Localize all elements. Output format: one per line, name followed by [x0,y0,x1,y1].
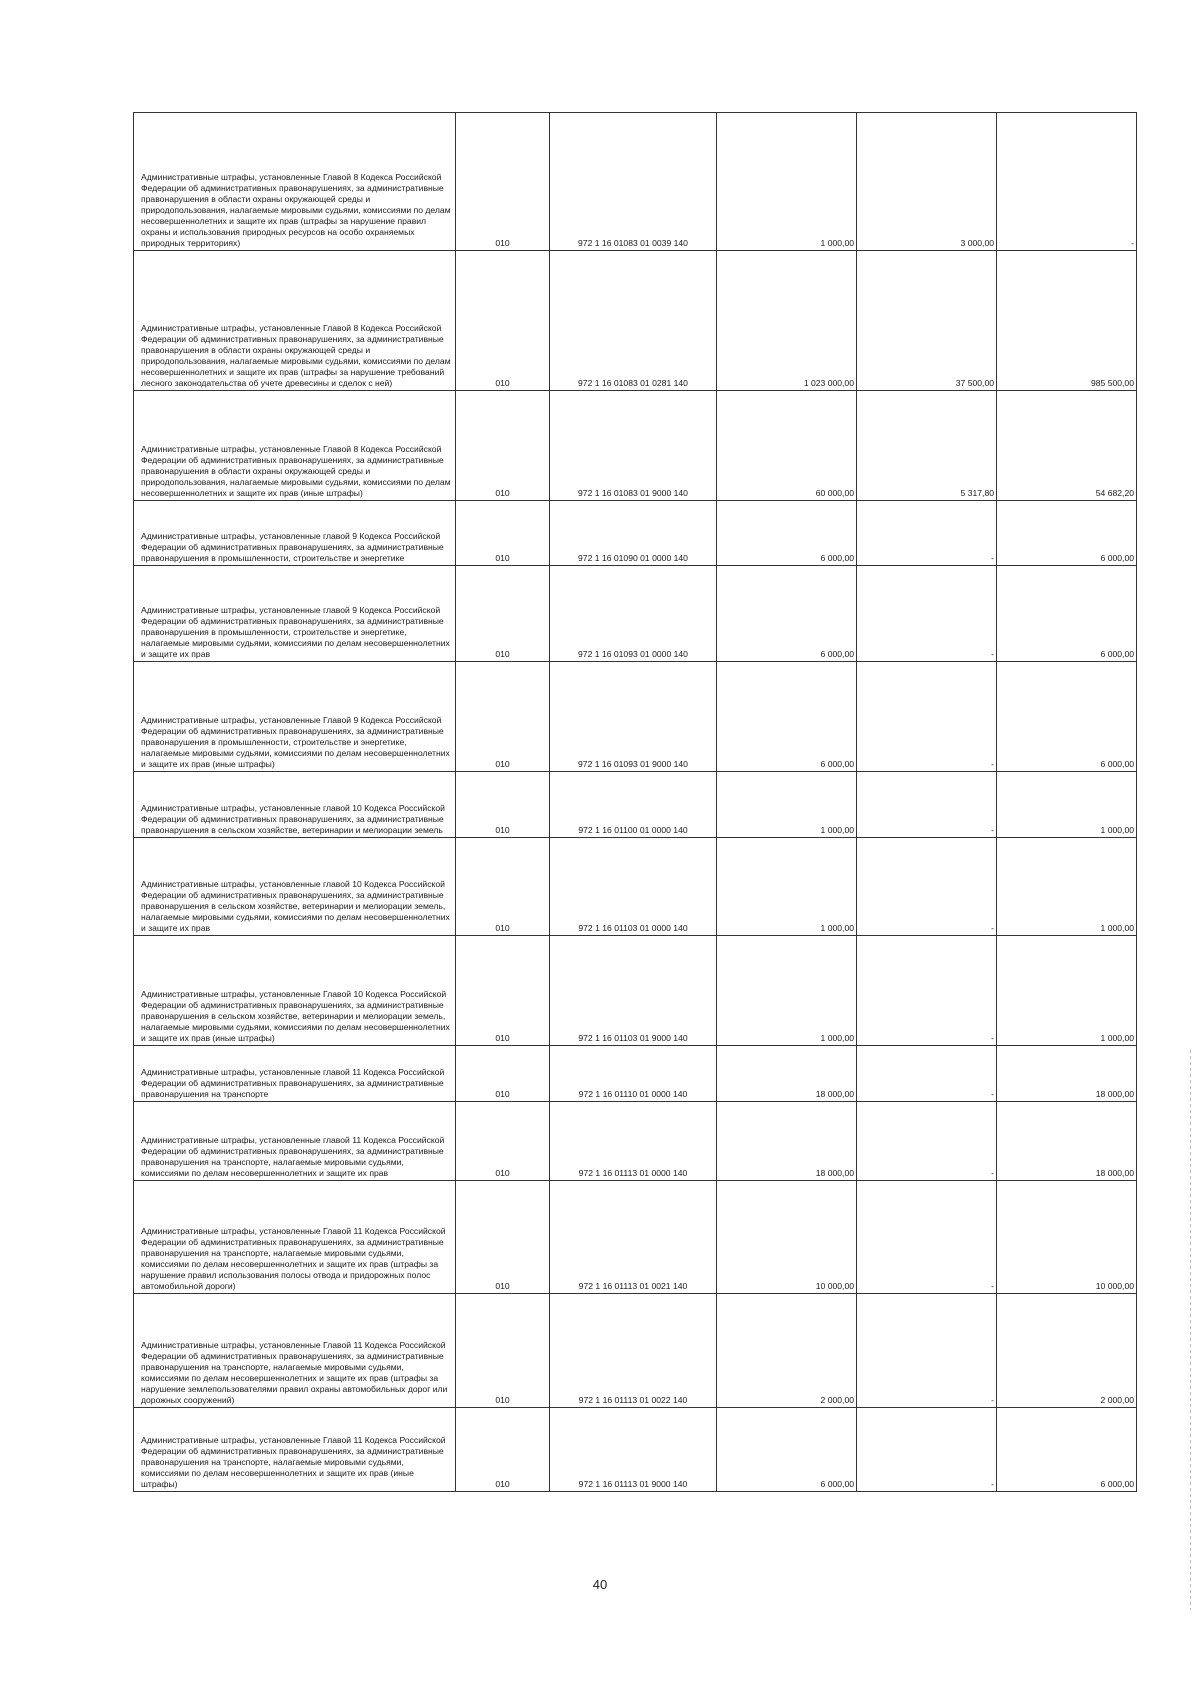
line-code: 010 [456,1102,550,1181]
line-code: 010 [456,501,550,566]
table-row [134,772,1137,838]
executed-amount: 37 500,00 [857,251,997,391]
executed-amount: - [857,501,997,566]
income-name: Административные штрафы, установленные Главой 8 Кодекса Российской Федерации об административных правонарушениях, за административные правонарушения в области охраны окружающей среды и природопользования, налагаемые мировыми судьями, комиссиями по делам несовершеннолетних и защите их прав (штрафы за нарушение правил охраны и использования природных ресурсов на особо охраняемых природных территориях) [134,113,456,251]
unexecuted-amount: 54 682,20 [997,391,1137,501]
line-code: 010 [456,566,550,662]
budget-class-code: 972 1 16 01110 01 0000 140 [550,1046,717,1102]
income-name: Административные штрафы, установленные главой 11 Кодекса Российской Федерации об административных правонарушениях, за административные правонарушения на транспорте [134,1046,456,1102]
unexecuted-amount: 6 000,00 [997,662,1137,772]
scan-edge-artifact [1190,1050,1191,1610]
table-row [134,936,1137,1046]
assigned-amount: 1 000,00 [717,838,857,936]
budget-class-code: 972 1 16 01090 01 0000 140 [550,501,717,566]
assigned-amount: 60 000,00 [717,391,857,501]
assigned-amount: 1 000,00 [717,772,857,838]
budget-class-code: 972 1 16 01103 01 9000 140 [550,936,717,1046]
assigned-amount: 18 000,00 [717,1046,857,1102]
executed-amount: - [857,1181,997,1294]
budget-class-code: 972 1 16 01113 01 0000 140 [550,1102,717,1181]
assigned-amount: 1 023 000,00 [717,251,857,391]
executed-amount: - [857,1046,997,1102]
table-row [134,1181,1137,1294]
table-row [134,391,1137,501]
unexecuted-amount: 6 000,00 [997,501,1137,566]
assigned-amount: 1 000,00 [717,936,857,1046]
assigned-amount: 1 000,00 [717,113,857,251]
line-code: 010 [456,391,550,501]
revenue-table [133,112,1137,1492]
budget-class-code: 972 1 16 01083 01 0039 140 [550,113,717,251]
unexecuted-amount: - [997,113,1137,251]
budget-class-code: 972 1 16 01083 01 9000 140 [550,391,717,501]
line-code: 010 [456,662,550,772]
line-code: 010 [456,772,550,838]
executed-amount: - [857,662,997,772]
unexecuted-amount: 10 000,00 [997,1181,1137,1294]
executed-amount: 5 317,80 [857,391,997,501]
assigned-amount: 2 000,00 [717,1294,857,1408]
income-name: Административные штрафы, установленные Главой 11 Кодекса Российской Федерации об административных правонарушениях, за административные правонарушения на транспорте, налагаемые мировыми судьями, комиссиями по делам несовершеннолетних и защите их прав (штрафы за нарушение землепользователями правил охраны автомобильных дорог или дорожных сооружений) [134,1294,456,1408]
unexecuted-amount: 1 000,00 [997,838,1137,936]
table-row [134,566,1137,662]
income-name: Административные штрафы, установленные Главой 11 Кодекса Российской Федерации об административных правонарушениях, за административные правонарушения на транспорте, налагаемые мировыми судьями, комиссиями по делам несовершеннолетних и защите их прав (иные штрафы) [134,1408,456,1492]
income-name: Административные штрафы, установленные главой 9 Кодекса Российской Федерации об административных правонарушениях, за административные правонарушения в промышленности, строительстве и энергетике, налагаемые мировыми судьями, комиссиями по делам несовершеннолетних и защите их прав [134,566,456,662]
assigned-amount: 18 000,00 [717,1102,857,1181]
executed-amount: - [857,838,997,936]
unexecuted-amount: 985 500,00 [997,251,1137,391]
executed-amount: - [857,772,997,838]
table-row [134,113,1137,251]
income-name: Административные штрафы, установленные Главой 8 Кодекса Российской Федерации об административных правонарушениях, за административные правонарушения в области охраны окружающей среды и природопользования, налагаемые мировыми судьями, комиссиями по делам несовершеннолетних и защите их прав (иные штрафы) [134,391,456,501]
line-code: 010 [456,1294,550,1408]
assigned-amount: 6 000,00 [717,566,857,662]
budget-class-code: 972 1 16 01113 01 9000 140 [550,1408,717,1492]
income-name: Административные штрафы, установленные Главой 9 Кодекса Российской Федерации об административных правонарушениях, за административные правонарушения в промышленности, строительстве и энергетике, налагаемые мировыми судьями, комиссиями по делам несовершеннолетних и защите их прав (иные штрафы) [134,662,456,772]
line-code: 010 [456,1046,550,1102]
table-row [134,1046,1137,1102]
table-row [134,662,1137,772]
assigned-amount: 6 000,00 [717,501,857,566]
income-name: Административные штрафы, установленные главой 11 Кодекса Российской Федерации об административных правонарушениях, за административные правонарушения на транспорте, налагаемые мировыми судьями, комиссиями по делам несовершеннолетних и защите их прав [134,1102,456,1181]
table-body [134,113,1137,1492]
line-code: 010 [456,251,550,391]
executed-amount: - [857,1102,997,1181]
line-code: 010 [456,1408,550,1492]
assigned-amount: 10 000,00 [717,1181,857,1294]
budget-class-code: 972 1 16 01100 01 0000 140 [550,772,717,838]
income-name: Административные штрафы, установленные главой 9 Кодекса Российской Федерации об административных правонарушениях, за административные правонарушения в промышленности, строительстве и энергетике [134,501,456,566]
page-number: 40 [592,1577,608,1592]
income-name: Административные штрафы, установленные Главой 8 Кодекса Российской Федерации об административных правонарушениях, за административные правонарушения в области охраны окружающей среды и природопользования, налагаемые мировыми судьями, комиссиями по делам несовершеннолетних и защите их прав (штрафы за нарушение требований лесного законодательства об учете древесины и сделок с ней) [134,251,456,391]
line-code: 010 [456,113,550,251]
budget-class-code: 972 1 16 01093 01 9000 140 [550,662,717,772]
table-row [134,501,1137,566]
budget-class-code: 972 1 16 01093 01 0000 140 [550,566,717,662]
unexecuted-amount: 2 000,00 [997,1294,1137,1408]
table-row [134,1294,1137,1408]
assigned-amount: 6 000,00 [717,662,857,772]
income-name: Административные штрафы, установленные главой 10 Кодекса Российской Федерации об административных правонарушениях, за административные правонарушения в сельском хозяйстве, ветеринарии и мелиорации земель, налагаемые мировыми судьями, комиссиями по делам несовершеннолетних и защите их прав [134,838,456,936]
executed-amount: - [857,936,997,1046]
unexecuted-amount: 6 000,00 [997,566,1137,662]
line-code: 010 [456,838,550,936]
table-row [134,1102,1137,1181]
line-code: 010 [456,1181,550,1294]
budget-class-code: 972 1 16 01083 01 0281 140 [550,251,717,391]
executed-amount: - [857,1294,997,1408]
unexecuted-amount: 18 000,00 [997,1102,1137,1181]
unexecuted-amount: 18 000,00 [997,1046,1137,1102]
budget-class-code: 972 1 16 01103 01 0000 140 [550,838,717,936]
budget-class-code: 972 1 16 01113 01 0021 140 [550,1181,717,1294]
unexecuted-amount: 6 000,00 [997,1408,1137,1492]
executed-amount: - [857,1408,997,1492]
income-name: Административные штрафы, установленные главой 10 Кодекса Российской Федерации об административных правонарушениях, за административные правонарушения в сельском хозяйстве, ветеринарии и мелиорации земель [134,772,456,838]
budget-class-code: 972 1 16 01113 01 0022 140 [550,1294,717,1408]
line-code: 010 [456,936,550,1046]
table-row [134,1408,1137,1492]
unexecuted-amount: 1 000,00 [997,772,1137,838]
unexecuted-amount: 1 000,00 [997,936,1137,1046]
assigned-amount: 6 000,00 [717,1408,857,1492]
table-row [134,251,1137,391]
table-row [134,838,1137,936]
income-name: Административные штрафы, установленные Главой 10 Кодекса Российской Федерации об административных правонарушениях, за административные правонарушения в сельском хозяйстве, ветеринарии и мелиорации земель, налагаемые мировыми судьями, комиссиями по делам несовершеннолетних и защите их прав (иные штрафы) [134,936,456,1046]
income-name: Административные штрафы, установленные Главой 11 Кодекса Российской Федерации об административных правонарушениях, за административные правонарушения на транспорте, налагаемые мировыми судьями, комиссиями по делам несовершеннолетних и защите их прав (штрафы за нарушение правил использования полосы отвода и придорожных полос автомобильной дороги) [134,1181,456,1294]
executed-amount: - [857,566,997,662]
executed-amount: 3 000,00 [857,113,997,251]
